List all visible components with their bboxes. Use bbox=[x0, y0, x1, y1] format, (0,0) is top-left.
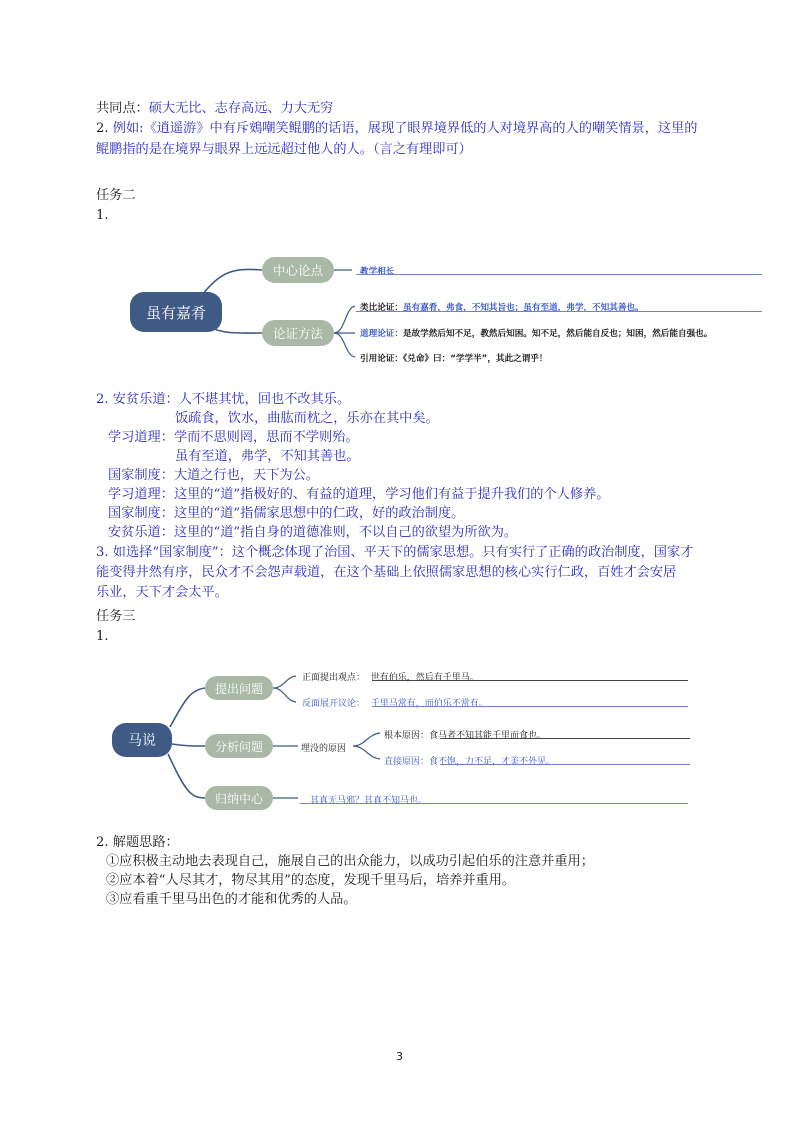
mindmap-2-negative-underline bbox=[372, 706, 688, 707]
task2-item2-text: 大道之行也，天下为公。 bbox=[173, 468, 319, 483]
task2-item2-text: 这里的“道”指极好的、有益的道理，学习他们有益于提升我们的个人修养。 bbox=[173, 487, 610, 502]
mindmap-1-thesis-text: 教学相长 bbox=[360, 267, 395, 277]
root-cause-label: 根本原因： bbox=[384, 731, 430, 741]
task3-item2-line-2: ②应本着“人尽其才，物尽其用”的态度，发现千里马后，培养并重用。 bbox=[106, 873, 516, 888]
negative-text: 千里马常有，而伯乐不常有。 bbox=[370, 699, 488, 709]
mindmap-2-leaf-root-cause bbox=[384, 728, 546, 741]
analogy-text: 虽有嘉肴，弗食，不知其旨也；虽有至道，弗学，不知其善也。 bbox=[402, 303, 644, 313]
task2-item2-row-4: 虽有至道，弗学，不知其善也。 bbox=[175, 449, 360, 464]
task2-item2-label: 国家制度： bbox=[108, 468, 174, 483]
task3-item2-line-1: ①应积极主动地去表现自己，施展自己的出众能力，以成功引起伯乐的注意并重用； bbox=[106, 854, 594, 869]
task2-item2-label: 学习道理： bbox=[108, 487, 174, 502]
negative-label: 反面展开议论： bbox=[302, 699, 366, 709]
positive-label: 正面提出观点： bbox=[302, 673, 366, 683]
citation-label: 引用论证： bbox=[360, 354, 403, 364]
mindmap-1-root: 虽有嘉肴 bbox=[130, 292, 222, 332]
common-points-label: 共同点： bbox=[96, 101, 149, 116]
q2-text-1: 例如:《逍遥游》中有斥鴳嘲笑鲲鹏的话语，展现了眼界境界低的人对境界高的人的嘲笑情景，这里的 bbox=[112, 121, 698, 136]
task2-item2-text: 人不堪其忧，回也不改其乐。 bbox=[178, 392, 351, 407]
mindmap-2-leaf-positive bbox=[302, 670, 479, 683]
task2-item1-number: 1. bbox=[96, 208, 109, 223]
q2-number: 2. bbox=[96, 121, 109, 136]
task2-item2-row-2: 饭疏食，饮水，曲肱而枕之，乐亦在其中矣。 bbox=[175, 411, 439, 426]
task2-item3-line3: 乐业，天下才会太平。 bbox=[96, 585, 228, 600]
task3-item1-number: 1. bbox=[96, 629, 109, 644]
mindmap-2-positive-underline bbox=[372, 680, 688, 681]
mindmap-2-branch-raise: 提出问题 bbox=[205, 676, 273, 700]
positive-text: 世有伯乐，然后有千里马。 bbox=[370, 673, 479, 683]
mindmap-2-branch-conclude: 归纳中心 bbox=[205, 786, 273, 810]
task2-item3-line2: 能变得井然有序，民众才不会怨声载道，在这个基础上依照儒家思想的核心实行仁政，百姓才会安居 bbox=[96, 565, 677, 580]
reasoning-text: 是故学然后知不足，教然后知困。知不足，然后能自反也；知困，然后能自强也。 bbox=[402, 329, 713, 339]
task2-item2-label: 学习道理： bbox=[108, 430, 174, 445]
task3-item2-line-3: ③应看重千里马出色的才能和优秀的人品。 bbox=[106, 892, 357, 907]
mindmap-2-branch-analyze: 分析问题 bbox=[205, 734, 273, 758]
task2-item2-label: 2. 安贫乐道： bbox=[96, 392, 179, 407]
mindmap-2-mid-cause: 埋没的原因 bbox=[301, 744, 347, 754]
task2-item2-text: 学而不思则罔，思而不学则殆。 bbox=[173, 430, 359, 445]
reasoning-label: 道理论证： bbox=[360, 329, 403, 339]
common-points-text: 硕大无比、志存高远、力大无穷 bbox=[148, 101, 334, 116]
mindmap-2-direct-cause-underline bbox=[440, 764, 690, 765]
q2-note: （言之有理即可） bbox=[372, 142, 472, 157]
task2-item2-label: 国家制度： bbox=[108, 506, 174, 521]
mindmap-2-root-cause-underline bbox=[440, 738, 690, 739]
mindmap-1-branch-thesis: 中心论点 bbox=[262, 257, 334, 283]
citation-text: 《兑命》曰：“学学半”，其此之谓乎！ bbox=[402, 354, 548, 364]
mindmap-2-root: 马说 bbox=[112, 723, 172, 757]
mindmap-2-conclusion-text: 其真无马邪？其真不知马也。 bbox=[310, 796, 428, 806]
task3-heading: 任务三 bbox=[96, 609, 136, 624]
task2-item3-line1: 3. 如选择“国家制度”：这个概念体现了治国、平天下的儒家思想。只有实行了正确的政治制度，国家才 bbox=[96, 545, 694, 560]
mindmap-2-conclusion-underline bbox=[300, 803, 688, 804]
root-cause-text: 食马者不知其能千里而食也。 bbox=[429, 731, 547, 741]
task2-heading: 任务二 bbox=[96, 188, 136, 203]
task3-item2-heading: 2. 解题思路： bbox=[96, 835, 179, 850]
mindmap-2-leaf-direct-cause bbox=[384, 754, 555, 767]
task2-item2-label: 安贫乐道： bbox=[108, 525, 174, 540]
mindmap-1-branch-methods: 论证方法 bbox=[262, 320, 334, 346]
q2-text-2: 鲲鹏指的是在境界与眼界上远远超过他人的人。 bbox=[96, 142, 373, 157]
direct-cause-label: 直接原因： bbox=[384, 757, 430, 767]
task2-item2-text: 这里的“道”指自身的道德准则，不以自己的欲望为所欲为。 bbox=[173, 525, 518, 540]
direct-cause-text: 食不饱，力不足，才美不外见。 bbox=[429, 757, 556, 767]
task2-item2-text: 这里的“道”指儒家思想中的仁政，好的政治制度。 bbox=[173, 506, 465, 521]
page-number: 3 bbox=[396, 1050, 403, 1063]
analogy-label: 类比论证： bbox=[360, 303, 403, 313]
mindmap-2-leaf-negative bbox=[302, 696, 488, 709]
